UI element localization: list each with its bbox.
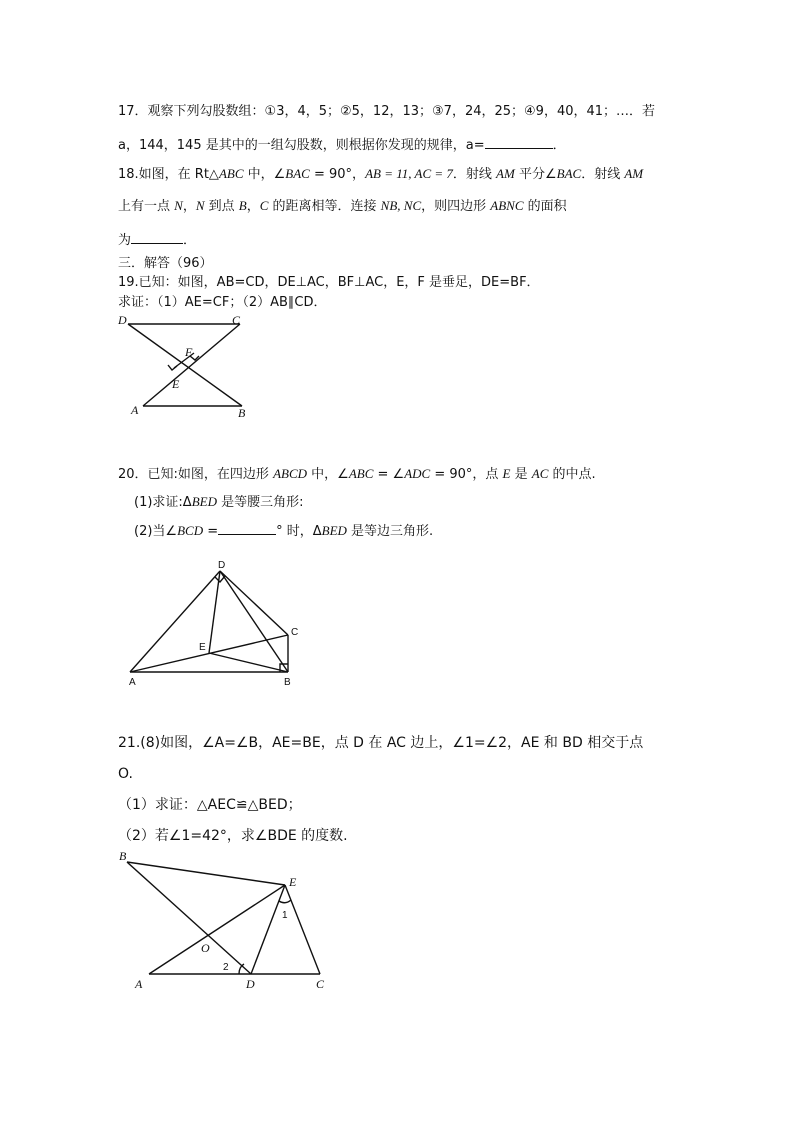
- q18-answer-blank[interactable]: [131, 231, 183, 244]
- q18-math: ABNC: [490, 198, 524, 213]
- label-c: C: [316, 977, 325, 991]
- q20-math: AC: [531, 466, 549, 481]
- q18-text: ．射线: [581, 167, 625, 182]
- q18-text: 上有一点: [118, 199, 175, 214]
- q18-math: C: [259, 198, 269, 213]
- q17-answer-blank[interactable]: [485, 136, 553, 149]
- q18-text: 中，∠: [243, 167, 286, 182]
- q17-line-1: 17．观察下列勾股数组：①3，4，5；②5，12，13；③7，24，25；④9，40，41；…．若: [118, 104, 656, 119]
- q20-math: BED: [191, 494, 217, 509]
- segment-bd: [127, 862, 251, 974]
- angle-2-arc: [239, 964, 244, 974]
- q20-math: BED: [321, 523, 347, 538]
- q18-text: 18.如图，在 Rt△: [118, 167, 219, 182]
- q18-math: N: [195, 198, 205, 213]
- q18-text: 的面积: [523, 199, 567, 214]
- q20-text: =: [203, 524, 219, 539]
- q19-line-2: 求证：（1）AE=CF；（2）AB∥CD．: [118, 295, 327, 310]
- label-e: E: [289, 875, 297, 889]
- segment-dc: [220, 571, 288, 635]
- label-f: F: [185, 345, 193, 359]
- q20-text: = 90°，点: [430, 467, 503, 482]
- segment-db: [220, 571, 288, 672]
- q19-line-1: 19.已知：如图，AB=CD，DE⊥AC，BF⊥AC，E，F 是垂足，DE=BF．: [118, 275, 540, 290]
- q18-text: ，则四边形: [421, 199, 491, 214]
- q20-text: 是: [510, 467, 532, 482]
- q20-math: BCD: [177, 523, 204, 538]
- q18-text: 到点: [204, 199, 239, 214]
- q20-math: E: [502, 466, 511, 481]
- q18-math: AM: [496, 166, 515, 181]
- q20-math: ABC: [348, 466, 374, 481]
- right-angle-d: [215, 576, 225, 582]
- segment-de: [251, 885, 285, 974]
- q19-figure: [110, 310, 270, 425]
- q18-math: ABC: [218, 166, 244, 181]
- label-c: C: [232, 313, 241, 327]
- q18-text: ，: [182, 199, 196, 214]
- q20-answer-blank[interactable]: [218, 522, 276, 535]
- right-angle-e: [168, 365, 177, 370]
- q20-part-2: [134, 522, 433, 540]
- q18-line-1: [118, 166, 643, 183]
- q18-line-3: [118, 231, 196, 249]
- q20-figure: [120, 555, 310, 690]
- q21-part-1: （1）求证：△AEC≌△BED；: [118, 797, 302, 813]
- segment-ec: [285, 885, 320, 974]
- label-e: E: [199, 642, 206, 653]
- label-a: A: [129, 677, 136, 688]
- segment-be: [127, 862, 285, 885]
- q18-math: B: [238, 198, 247, 213]
- q18-text: 的距离相等．连接: [268, 199, 381, 214]
- q18-math: AB = 11, AC = 7: [365, 166, 453, 181]
- q20-text: 是等边三角形.: [346, 524, 434, 539]
- label-d: D: [218, 560, 226, 571]
- q18-text: ．射线: [452, 167, 497, 182]
- label-o: O: [201, 941, 210, 955]
- q20-text: 中，∠: [307, 467, 349, 482]
- q18-math: AM: [624, 166, 644, 181]
- q20-text: = ∠: [373, 467, 405, 482]
- q20-math: ABCD: [273, 466, 308, 481]
- segment-ed: [209, 571, 220, 653]
- q21-line-1: 21.(8)如图，∠A=∠B，AE=BE，点 D 在 AC 边上，∠1=∠2，AE 和 BD 相交于点: [118, 735, 644, 751]
- q18-line-2: [118, 198, 567, 215]
- label-angle-2: 2: [223, 962, 229, 973]
- q18-text: 为: [118, 233, 132, 248]
- label-a: A: [131, 403, 139, 417]
- label-d: D: [118, 313, 127, 327]
- segment-ad: [130, 571, 220, 672]
- q17-line-2-end: ．: [552, 138, 566, 153]
- label-b: B: [238, 406, 246, 420]
- q20-text: 20．已知:如图，在四边形: [118, 467, 274, 482]
- q18-math: NB, NC: [380, 198, 422, 213]
- section-heading: 三．解答（96）: [118, 256, 213, 271]
- q21-part-2: （2）若∠1=42°，求∠BDE 的度数.: [118, 828, 348, 844]
- segment-eb: [209, 653, 288, 672]
- q20-text: 的中点.: [548, 467, 596, 482]
- q18-text: 平分∠: [514, 167, 557, 182]
- q17-line-2-text: a，144，145 是其中的一组勾股数，则根据你发现的规律，a=: [118, 138, 485, 153]
- label-a: A: [135, 977, 143, 991]
- angle-1-arc: [279, 900, 291, 903]
- q20-part-1: [134, 494, 304, 511]
- label-b: B: [284, 677, 291, 688]
- q18-math: BAC: [285, 166, 310, 181]
- q17-line-2: [118, 136, 566, 154]
- q21-line-2: O.: [118, 766, 133, 782]
- q20-text: ° 时，Δ: [276, 524, 322, 539]
- q20-line-1: [118, 466, 596, 483]
- label-c: C: [291, 627, 299, 638]
- label-e: E: [172, 377, 180, 391]
- q18-text: ，: [246, 199, 260, 214]
- q21-figure: [115, 848, 340, 998]
- q18-text: ．: [183, 233, 197, 248]
- q20-math: ADC: [404, 466, 431, 481]
- q20-text: (1)求证:Δ: [134, 495, 192, 510]
- q20-text: (2)当∠: [134, 524, 178, 539]
- q18-text: = 90°，: [309, 167, 366, 182]
- q18-math: N: [174, 198, 183, 213]
- q20-text: 是等腰三角形:: [216, 495, 304, 510]
- label-angle-1: 1: [282, 910, 288, 921]
- label-d: D: [246, 977, 255, 991]
- label-b: B: [119, 849, 127, 863]
- q18-math: BAC: [556, 166, 582, 181]
- segment-ae: [149, 885, 285, 974]
